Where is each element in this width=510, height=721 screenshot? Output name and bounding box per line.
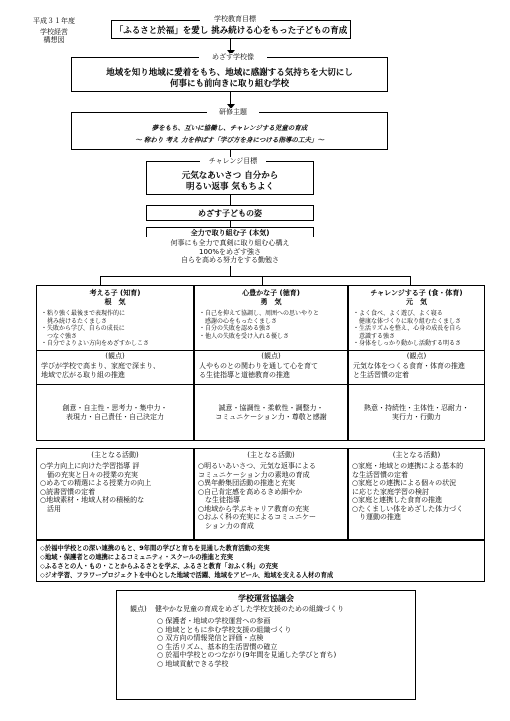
- column-heart: [194, 285, 348, 441]
- side-year: 平成３１年度: [33, 17, 75, 25]
- ideal-title: めざす子どもの姿: [198, 209, 262, 218]
- list-item: に応じた家庭学習の検討: [352, 487, 429, 496]
- strive-title-box: [146, 227, 314, 237]
- research-box: [71, 112, 388, 150]
- keyword-line: 表現力・自己責任・自己決定力: [66, 412, 164, 421]
- list-item: 活用: [40, 504, 61, 513]
- council-box: [116, 590, 416, 700]
- column-title: 考える子 (知育): [89, 289, 141, 297]
- list-item: ・よく食べ、よく遊び、よく寝る: [353, 310, 443, 317]
- list-item: ・自分でよりよい方向をめざすかしこさ: [41, 340, 150, 347]
- divider: [349, 350, 484, 351]
- list-item: ○ 生活リズム、基本的生活習慣の確立: [157, 642, 278, 651]
- view-caption: (観点): [261, 352, 281, 360]
- circle-icon: ○: [157, 651, 166, 659]
- strive-line-3: 自らを高める努力をする勤勉さ: [181, 256, 279, 264]
- column-sub: 勇 気: [260, 298, 282, 306]
- activities-caption: (主となる活動): [392, 451, 441, 459]
- activities-body: [348, 448, 485, 540]
- divider: [195, 384, 347, 385]
- divider: [195, 350, 347, 351]
- list-item: ○学力向上に向けた学習指導 評: [40, 462, 140, 470]
- research-line-1: 夢をもち、互いに協働し、チャレンジする児童の育成: [151, 124, 308, 132]
- view-text: [199, 362, 345, 379]
- strive-title: 全力で取り組む子 (本気): [190, 229, 270, 237]
- list-item: 意識する強さ: [353, 332, 396, 340]
- initiative-item: ◇ふるさとの人・もの・ことからふるさとを学ぶ、ふるさと教育「おふく科」の充実: [40, 563, 278, 570]
- strive-line-2: 100%をめざす強さ: [198, 247, 261, 256]
- list-item: ○ 保護者・地域の学校運営への参画: [157, 617, 271, 625]
- circle-icon: ○: [157, 659, 166, 668]
- view-caption: (観点): [105, 352, 125, 360]
- connector: [100, 276, 101, 285]
- list-item: ○ 地域貢献できる学校: [157, 659, 229, 668]
- column-title: 心豊かな子 (徳育): [242, 289, 300, 297]
- keyword-line: 創意・自主性・思考力・集中力・: [62, 404, 168, 412]
- research-line-2: ～ 称わり 考え 力を伸ばす「学び方を身につける指導の工夫」～: [135, 136, 324, 144]
- activities-list: [198, 462, 345, 530]
- vision-caption: めざす学校像: [199, 53, 267, 62]
- strive-line-1: 何事にも全力で真剣に取り組む心構え: [170, 239, 290, 247]
- divider: [37, 350, 193, 351]
- keyword-line: 実行力・行動力: [392, 412, 441, 421]
- list-item: ・自分の失敗を認める強さ: [199, 325, 272, 332]
- challenge-line-1: 元気なあいさつ 自分から: [181, 171, 279, 181]
- column-body: [348, 285, 485, 441]
- list-item: ○明るいあいさつ、元気な返事による: [198, 462, 316, 470]
- list-item: ○読書習慣の定着: [40, 487, 96, 496]
- connector: [230, 266, 231, 276]
- circle-icon: ○: [157, 625, 166, 634]
- circle-icon: ○: [157, 617, 166, 625]
- research-caption: 研修主題: [207, 108, 259, 117]
- connector: [410, 276, 411, 285]
- column-intellect: [36, 285, 194, 441]
- list-item: ○自己肯定感を高めるきめ細やか: [198, 487, 303, 496]
- list-item: 健康な体づくりに取り組むたくましさ: [353, 317, 462, 325]
- side-title-1: 学校経営: [40, 27, 68, 36]
- list-item: ○たくましい体をめざした体力づく: [352, 504, 464, 513]
- side-title-2: 構想図: [43, 36, 65, 44]
- view-text: [41, 362, 191, 379]
- list-item: ○家庭・地域との連携による基本的: [352, 462, 464, 470]
- list-item: ・身体をしっかり動かし活動する明るさ: [353, 340, 462, 347]
- list-item: 価の充実と日々の授業の充実: [40, 470, 138, 479]
- goal-caption: 学校教育目標: [200, 15, 270, 24]
- ideal-box: [146, 205, 314, 221]
- view-text: [353, 362, 482, 379]
- council-view-text: 健やかな児童の育成をめざした学校支援のための組織づくり: [154, 605, 344, 613]
- list-item: ・粘り強く最後まで表現作的に: [41, 310, 126, 317]
- activities-intellect: [36, 448, 194, 540]
- list-item: り運動の推進: [352, 513, 401, 521]
- list-item: ○ 地域とともに歩む学校支援の組織づくり: [157, 625, 292, 634]
- list-item: ○地域から学ぶキャリア教育の充実: [198, 504, 310, 513]
- list-item: な生徒指導: [198, 496, 240, 504]
- council-view: [130, 605, 413, 614]
- keywords: [349, 404, 484, 421]
- council-title: 学校運営協議会: [238, 594, 294, 603]
- column-title: チャレンジする子 (食・体育): [370, 289, 463, 297]
- initiative-item: ◇地域・保護者との連携によるコミュニティ・スクールの推進と充実: [40, 554, 233, 561]
- list-item: ○家庭と連携した食育の推進: [352, 496, 443, 504]
- view-caption: (観点): [406, 352, 427, 360]
- council-items: [157, 617, 413, 668]
- list-item: ○ 於福中学校とのつながり(9年間を見通した学びと育ち): [157, 651, 337, 659]
- view-line: 学びが学校で高まり、家庭で深まり、: [41, 362, 160, 370]
- strive-text: [110, 239, 350, 265]
- activities-caption: (主となる活動): [91, 451, 139, 459]
- council-view-label: 観点): [130, 605, 147, 613]
- keywords: [195, 404, 347, 421]
- list-item: な生活習慣の定着: [352, 470, 408, 479]
- challenge-box: [146, 161, 314, 195]
- activities-heart: [194, 448, 348, 540]
- circle-icon: ○: [157, 634, 166, 642]
- column-items: [353, 310, 482, 348]
- keyword-line: コミュニケーション力・尊敬と感謝: [215, 412, 327, 421]
- view-line: と生活習慣の定着: [353, 370, 409, 379]
- view-line: 人やものとの関わりを通して心を育て: [199, 362, 318, 370]
- activities-list: [40, 462, 191, 513]
- list-item: ○めあての精選による授業力の向上: [40, 479, 152, 487]
- list-item: ・他人の失敗を受け入れる優しさ: [199, 332, 290, 340]
- keyword-line: 熱意・持続性・主体性・忍耐力・: [364, 404, 469, 412]
- activities-list: [352, 462, 482, 522]
- column-items: [41, 310, 190, 348]
- side-label: [26, 17, 82, 45]
- challenge-caption: チャレンジ目標: [200, 157, 266, 166]
- list-item: 感謝の心をもったくましさ: [199, 317, 278, 325]
- list-item: ○異年齢集団活動の推進と充実: [198, 479, 296, 487]
- initiative-item: ◇ジオ学習、フラワープロジェクトを中心とした地域で活躍、地域をアピール、地域を支える人材の育成: [40, 572, 334, 579]
- list-item: ○ 双方向の情報発信と評価・点検: [157, 634, 264, 642]
- keyword-line: 誠意・協調性・柔軟性・調整力・: [218, 404, 324, 412]
- list-item: ○家庭との連携による個々の状況: [352, 479, 457, 487]
- vision-line-1: 地域を知り地域に愛着をもち、地域に感謝する気持ちを大切にし: [106, 68, 353, 78]
- list-item: ・自己を抑えて協調し、周囲への思いやりと: [199, 310, 320, 317]
- view-line: る生徒指導と道徳教育の推進: [199, 370, 290, 379]
- keywords: [37, 404, 193, 421]
- connector: [230, 195, 231, 205]
- initiatives-list: [40, 544, 482, 580]
- list-item: コミュニケーション力の素地の育成: [198, 470, 310, 479]
- branch-line: [100, 276, 410, 277]
- column-sub: 元 気: [406, 298, 427, 306]
- challenge-line-2: 明るい返事 気もちよく: [186, 182, 274, 192]
- initiative-item: ◇於福中学校との深い連携のもと、9年間の学びと育ちを見通した教育活動の充実: [40, 545, 270, 552]
- list-item: ・生活リズムを整え、心身の成長を自ら: [353, 325, 462, 332]
- list-item: ○地域素材・地域人材の積極的な: [40, 496, 145, 504]
- connector: [262, 276, 263, 285]
- list-item: 挑み続けるたくましさ: [41, 317, 108, 325]
- view-line: 元気な体をつくる食育・体育の推進: [353, 362, 465, 370]
- divider: [37, 384, 193, 385]
- goal-text: 「ふるさと於福」を愛し 挑み続ける心をもった子どもの育成: [114, 26, 348, 36]
- list-item: ・失敗から学び、自らの成長に: [41, 325, 125, 332]
- vision-line-2: 何事にも前向きに取り組む学校: [169, 79, 289, 89]
- column-items: [199, 310, 344, 340]
- column-sub: 根 気: [104, 298, 126, 306]
- list-item: ション力の育成: [198, 521, 254, 530]
- view-line: 地域で広がる取り組の推進: [41, 370, 125, 379]
- vision-box: [71, 57, 388, 92]
- circle-icon: ○: [157, 642, 166, 651]
- activities-caption: (主となる活動): [247, 451, 295, 459]
- list-item: つなぐ強さ: [41, 332, 78, 340]
- initiatives-box: [36, 540, 485, 582]
- list-item: ○おふく科の充実によるコミュニケー: [198, 513, 316, 521]
- divider: [349, 384, 484, 385]
